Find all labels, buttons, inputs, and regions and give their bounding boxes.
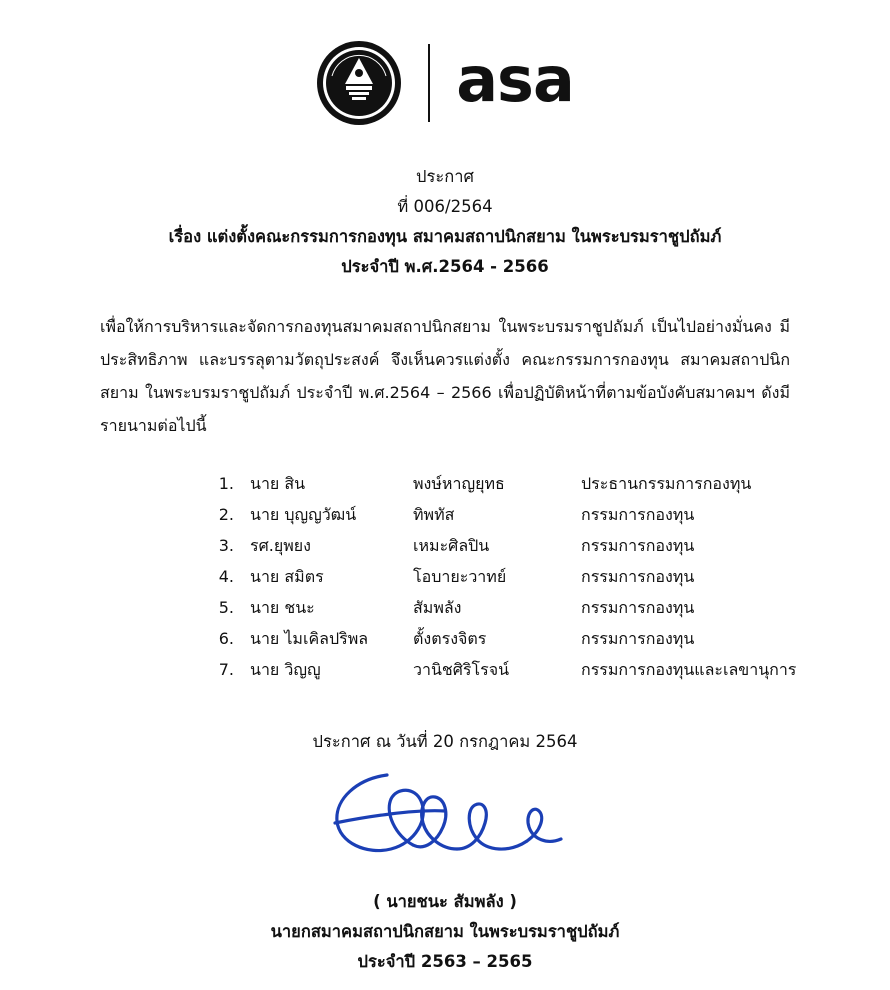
list-item-name: นาย วิญญู xyxy=(250,660,321,679)
list-item-surname: สัมพลัง xyxy=(413,598,462,617)
signer-term: ประจำปี 2563 – 2565 xyxy=(357,952,533,971)
list-item-number: 3. xyxy=(218,536,234,555)
signer-block xyxy=(0,887,890,977)
signer-name: ( นายชนะ สัมพลัง ) xyxy=(373,892,517,911)
list-item-number: 5. xyxy=(218,598,234,617)
list-item xyxy=(200,561,890,592)
announcement-date: ประกาศ ณ วันที่ 20 กรกฎาคม 2564 xyxy=(312,732,578,751)
list-item-role: กรรมการกองทุน xyxy=(581,629,695,648)
asa-official-seal-icon xyxy=(316,40,402,126)
list-item-name: นาย บุญญวัฒน์ xyxy=(250,505,357,524)
list-item xyxy=(200,530,890,561)
body-paragraph-text: เพื่อให้การบริหารและจัดการกองทุนสมาคมสถาปนิกสยาม ในพระบรมราชูปถัมภ์ เป็นไปอย่างมั่นคง มีประสิทธิภาพ และบรรลุตามวัตถุประสงค์ จึงเห็นควรแต่งตั้ง คณะกรรมการกองทุน สมาคมสถาปนิกสยาม ในพระบรมราชูปถัมภ์ ประจำปี พ.ศ.2564 – 2566 เพื่อปฏิบัติหน้าที่ตามข้อบังคับสมาคมฯ ดังมีรายนามต่อไปนี้ xyxy=(100,317,790,435)
list-item-number: 1. xyxy=(218,474,234,493)
signer-title: นายกสมาคมสถาปนิกสยาม ในพระบรมราชูปถัมภ์ xyxy=(270,922,620,941)
list-item-role: ประธานกรรมการกองทุน xyxy=(581,474,752,493)
list-item xyxy=(200,623,890,654)
list-item-role: กรรมการกองทุนและเลขานุการ xyxy=(581,660,797,679)
list-item-surname: เหมะศิลปิน xyxy=(413,536,490,555)
list-item-surname: ตั้งตรงจิตร xyxy=(413,629,487,648)
list-item xyxy=(200,592,890,623)
heading-number: ที่ 006/2564 xyxy=(397,197,493,216)
list-item-number: 6. xyxy=(218,629,234,648)
vertical-divider xyxy=(428,44,430,122)
list-item xyxy=(200,468,890,499)
list-item-number: 4. xyxy=(218,567,234,586)
list-item-name: รศ.ยุพยง xyxy=(250,536,311,555)
handwritten-signature-icon xyxy=(295,761,595,881)
list-item-role: กรรมการกองทุน xyxy=(581,505,695,524)
list-item-surname: ทิพทัส xyxy=(413,505,455,524)
heading-subject: เรื่อง แต่งตั้งคณะกรรมการกองทุน สมาคมสถาปนิกสยาม ในพระบรมราชูปถัมภ์ xyxy=(168,227,722,246)
document-heading xyxy=(0,162,890,282)
list-item-surname: พงษ์หาญยุทธ xyxy=(413,474,505,493)
list-item-role: กรรมการกองทุน xyxy=(581,598,695,617)
heading-term: ประจำปี พ.ศ.2564 - 2566 xyxy=(341,257,549,276)
list-item-number: 2. xyxy=(218,505,234,524)
list-item-name: นาย สิน xyxy=(250,474,306,493)
asa-wordmark: asa xyxy=(456,43,574,116)
list-item-role: กรรมการกองทุน xyxy=(581,536,695,555)
list-item-name: นาย ชนะ xyxy=(250,598,315,617)
list-item-name: นาย ไมเคิลปริพล xyxy=(250,629,369,648)
committee-list xyxy=(0,468,890,685)
heading-announcement: ประกาศ xyxy=(416,167,474,186)
list-item-role: กรรมการกองทุน xyxy=(581,567,695,586)
list-item-surname: วานิชศิริโรจน์ xyxy=(413,660,510,679)
list-item xyxy=(200,654,890,685)
list-item-surname: โอบายะวาทย์ xyxy=(413,567,507,586)
list-item xyxy=(200,499,890,530)
list-item-name: นาย สมิตร xyxy=(250,567,324,586)
list-item-number: 7. xyxy=(218,660,234,679)
body-paragraph xyxy=(100,310,790,442)
letterhead xyxy=(0,0,890,126)
signature-area xyxy=(0,757,890,885)
